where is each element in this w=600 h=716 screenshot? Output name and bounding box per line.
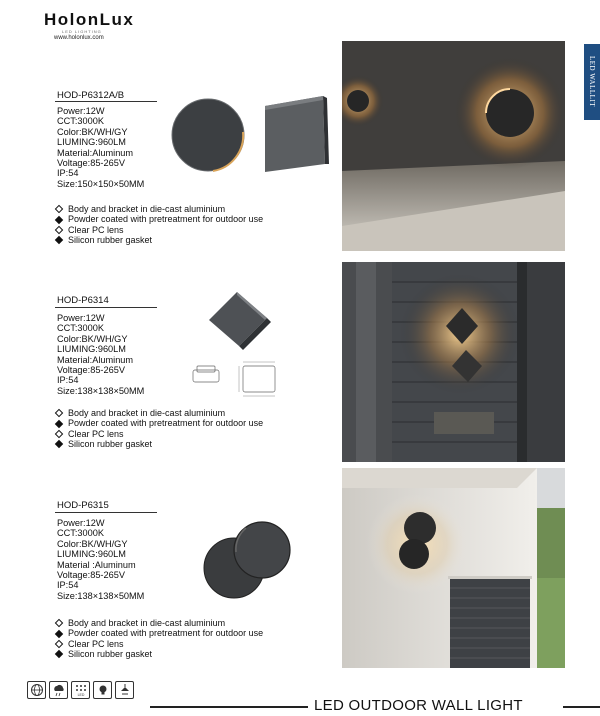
spec-line: Size:138×138×50MM (57, 590, 145, 601)
product-model: HOD-P6314 (57, 295, 109, 306)
spec-line: CCT:3000K (57, 323, 104, 334)
feature-item (55, 439, 263, 449)
spec-line: Size:138×138×50MM (57, 385, 145, 396)
bulb-icon (93, 681, 112, 699)
installation-photo-1 (342, 41, 565, 251)
spec-line: IP:54 (57, 580, 79, 591)
feature-text: Body and bracket in die-cast aluminium (68, 204, 226, 214)
solid-diamond-icon (55, 650, 63, 658)
feature-text: Powder coated with pretreatment for outdoor use (68, 214, 264, 225)
product-model: HOD-P6315 (57, 500, 109, 511)
feature-text: Clear PC lens (68, 428, 124, 439)
product-model: HOD-P6312A/B (57, 90, 125, 101)
footer-rule-left (150, 706, 308, 708)
category-side-tab-label: LED WALLLIT (588, 56, 596, 108)
feature-text: Powder coated with pretreatment for outdoor use (68, 628, 264, 639)
feature-item (55, 235, 263, 245)
solid-diamond-icon (55, 215, 63, 223)
hollow-diamond-icon (55, 619, 63, 627)
solid-diamond-icon (55, 236, 63, 244)
spec-line: IP:54 (57, 168, 79, 179)
footer-rule-right (563, 706, 600, 708)
hollow-diamond-icon (55, 205, 63, 213)
lamp-icon (115, 681, 134, 699)
spec-line: Material :Aluminum (57, 559, 136, 570)
brand-subtitle: LED LIGHTING (62, 29, 102, 34)
product-features (55, 204, 263, 246)
installation-photo-2 (342, 262, 565, 462)
feature-item (55, 628, 263, 638)
globe-icon (27, 681, 46, 699)
product-specs (57, 313, 144, 396)
feature-text: Clear PC lens (68, 224, 124, 235)
hollow-diamond-icon (55, 430, 63, 438)
spec-line: Color:BK/WH/GY (57, 126, 128, 137)
product-specs (57, 518, 144, 601)
product-image-double-disc (200, 518, 300, 608)
spec-line: Voltage:85-265V (57, 570, 125, 581)
footer-title: LED OUTDOOR WALL LIGHT (314, 697, 523, 714)
hollow-diamond-icon (55, 640, 63, 648)
spec-line: Size:150×150×50MM (57, 178, 145, 189)
spec-line: Color:BK/WH/GY (57, 538, 128, 549)
feature-item (55, 225, 263, 235)
feature-text: Silicon rubber gasket (68, 439, 153, 450)
product-image-round-square (165, 92, 335, 182)
brand-logo (44, 10, 154, 41)
spec-line: Material:Aluminum (57, 354, 134, 365)
feature-text: Clear PC lens (68, 638, 124, 649)
product-image-diamond-with-drawing (185, 282, 295, 402)
spec-line: LIUMING:960LM (57, 549, 126, 560)
spec-line: Color:BK/WH/GY (57, 333, 128, 344)
led-label: LED (77, 693, 84, 697)
model-underline (55, 101, 157, 102)
feature-text: Powder coated with pretreatment for outdoor use (68, 418, 264, 429)
spec-line: LIUMING:960LM (57, 137, 126, 148)
solid-diamond-icon (55, 419, 63, 427)
solid-diamond-icon (55, 440, 63, 448)
feature-text: Silicon rubber gasket (68, 649, 153, 660)
spec-line: Voltage:85-265V (57, 158, 125, 169)
hollow-diamond-icon (55, 409, 63, 417)
spec-line: CCT:3000K (57, 528, 104, 539)
installation-photo-3 (342, 468, 565, 668)
model-underline (55, 512, 157, 513)
hollow-diamond-icon (55, 226, 63, 234)
spec-line: IP:54 (57, 375, 79, 386)
product-features (55, 408, 263, 450)
product-features (55, 618, 263, 660)
feature-item (55, 639, 263, 649)
spec-line: CCT:3000K (57, 116, 104, 127)
feature-text: Body and bracket in die-cast aluminium (68, 408, 226, 418)
spec-line: Power:12W (57, 313, 105, 323)
led-grid-icon (71, 681, 90, 699)
feature-item (55, 204, 263, 214)
feature-item (55, 214, 263, 224)
certification-icons (27, 681, 134, 699)
feature-item (55, 649, 263, 659)
spec-line: Voltage:85-265V (57, 365, 125, 376)
category-side-tab (584, 44, 600, 120)
product-specs (57, 106, 144, 189)
feature-text: Silicon rubber gasket (68, 235, 153, 246)
feature-item (55, 618, 263, 628)
spec-line: LIUMING:960LM (57, 344, 126, 355)
spec-line: Material:Aluminum (57, 147, 134, 158)
spec-line: Power:12W (57, 518, 105, 528)
feature-item (55, 429, 263, 439)
brand-name: HolonLux (44, 10, 135, 29)
model-underline (55, 307, 157, 308)
feature-text: Body and bracket in die-cast aluminium (68, 618, 226, 628)
solid-diamond-icon (55, 629, 63, 637)
feature-item (55, 408, 263, 418)
feature-item (55, 418, 263, 428)
spec-line: Power:12W (57, 106, 105, 116)
brand-url: www.holonlux.com (54, 35, 104, 41)
cloud-rain-icon (49, 681, 68, 699)
